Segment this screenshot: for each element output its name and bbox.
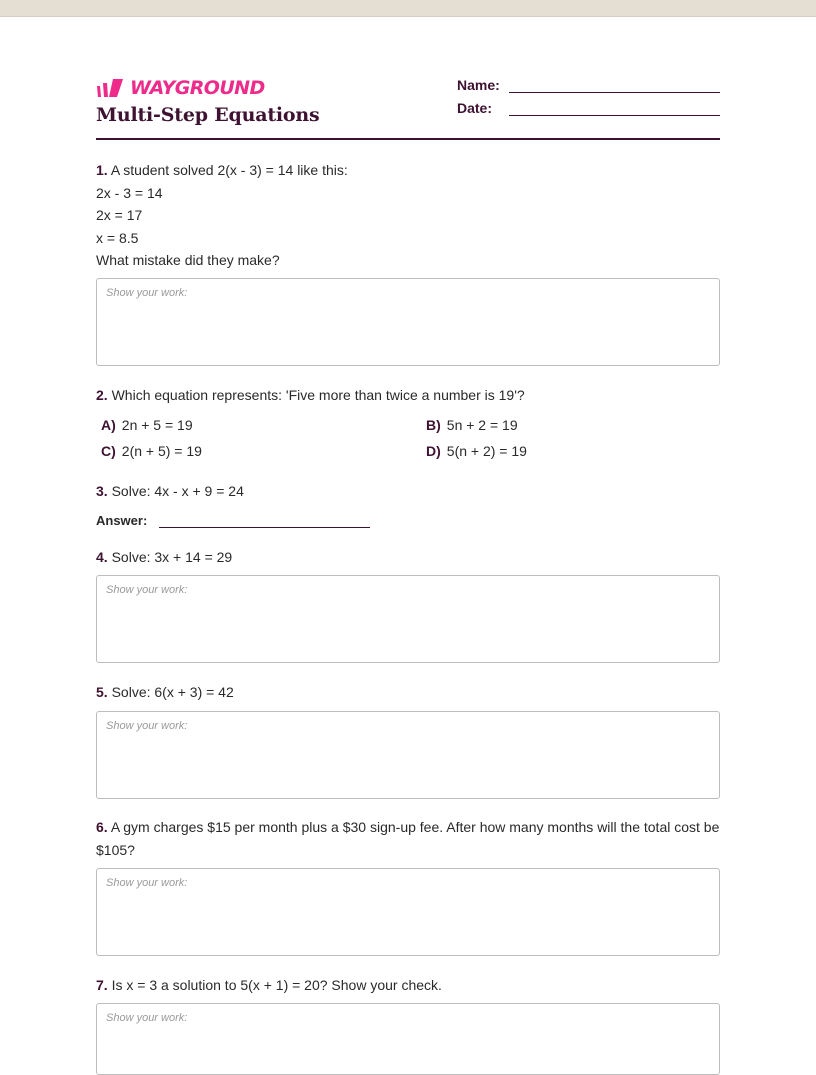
date-label: Date: [457,100,493,116]
question-number: 3. [96,483,108,499]
choice-letter: B) [426,417,441,433]
question-text: A student solved 2(x - 3) = 14 like this: [110,162,348,178]
name-line[interactable] [509,78,720,93]
choice-text: 2(n + 5) = 19 [121,443,202,459]
question-number: 7. [96,977,108,993]
answer-choices [101,414,720,462]
work-box-hint: Show your work: [106,720,188,732]
choice-text: 5n + 2 = 19 [446,417,518,433]
choice-a[interactable] [101,414,426,436]
question-number: 5. [96,684,108,700]
date-field [457,100,720,116]
page-top-bar [0,0,816,17]
answer-label: Answer: [96,513,148,528]
question-number: 2. [96,387,108,403]
brand-logo [96,78,265,98]
question-text: Which equation represents: 'Five more than twice a number is 19'? [111,387,525,403]
question-text: Is x = 3 a solution to 5(x + 1) = 20? Show your check. [111,977,442,993]
work-box-hint: Show your work: [106,584,188,596]
date-line[interactable] [509,101,720,116]
work-line: 2x = 17 [96,207,143,223]
work-box-hint: Show your work: [106,287,188,299]
choice-text: 5(n + 2) = 19 [446,443,527,459]
answer-row [96,509,370,528]
question-text: Solve: 3x + 14 = 29 [111,549,233,565]
question-text: Solve: 6(x + 3) = 42 [111,684,234,700]
choice-text: 2n + 5 = 19 [121,417,193,433]
question-1 [96,159,720,272]
choice-letter: A) [101,417,116,433]
question-2 [96,384,720,407]
work-box-1[interactable] [96,278,720,366]
question-number: 6. [96,819,108,835]
work-box-4[interactable] [96,575,720,663]
choice-letter: D) [426,443,441,459]
choice-letter: C) [101,443,116,459]
work-line: 2x - 3 = 14 [96,184,163,201]
work-box-7[interactable] [96,1003,720,1075]
question-text: A gym charges $15 per month plus a $30 sign-up fee. After how many months will the total cost be $105? [96,819,720,858]
question-7 [96,974,720,997]
question-3 [96,480,720,503]
question-number: 1. [96,162,108,178]
work-line: x = 8.5 [96,229,139,246]
answer-line[interactable] [159,509,370,528]
page-title: Multi-Step Equations [96,104,320,126]
choice-b[interactable] [426,414,720,436]
work-box-6[interactable] [96,868,720,956]
wayground-logo-icon [96,78,124,98]
work-box-hint: Show your work: [106,1012,188,1024]
question-4 [96,546,720,569]
choice-c[interactable] [101,440,426,462]
question-6 [96,816,720,861]
question-followup: What mistake did they make? [96,252,280,268]
choice-d[interactable] [426,440,720,462]
question-5 [96,681,720,704]
question-number: 4. [96,549,108,565]
question-text: Solve: 4x - x + 9 = 24 [111,483,244,499]
name-label: Name: [457,77,500,93]
name-field [457,77,720,93]
brand-name: WAYGROUND [130,77,265,99]
work-box-hint: Show your work: [106,877,188,889]
work-box-5[interactable] [96,711,720,799]
header-divider [96,138,720,140]
